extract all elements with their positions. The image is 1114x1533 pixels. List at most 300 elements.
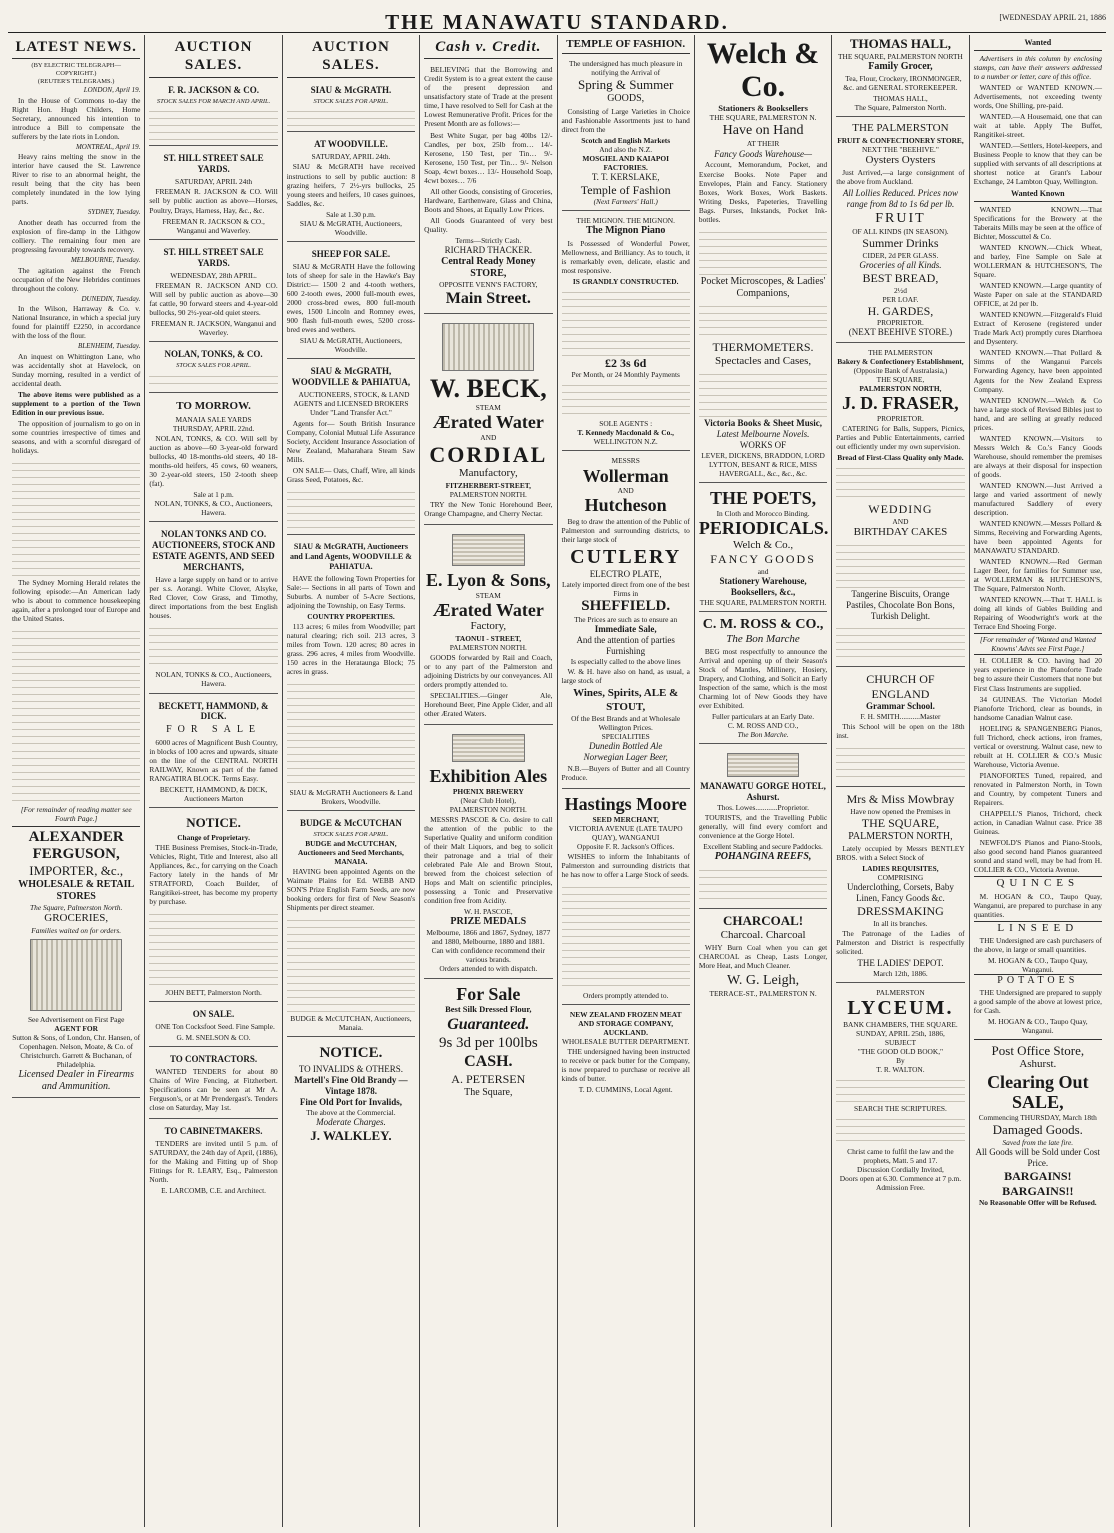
ad-body: THE undersigned having been instructed to receive or pack butter for the Company, is now prepared to purchase or receive all kinds of butter.	[561, 1047, 690, 1084]
ad-signature: M. HOGAN & CO., Taupo Quay, Wanganui.	[987, 956, 1088, 975]
ad-body: Beg to draw the attention of the Public of Palmerston and surrounding districts, to their large stock of	[561, 516, 690, 544]
ad-body: Tea, Flour, Crockery, IRONMONGER, &c. and GENERAL STOREKEEPER.	[843, 74, 962, 93]
sole-agents: SOLE AGENTS :	[599, 419, 653, 429]
particulars: Fuller particulars at an Early Date.	[711, 712, 815, 722]
at-their: AT THEIR	[746, 139, 780, 149]
stabling: Excellent Stabling and secure Paddocks.	[703, 842, 823, 852]
column-1	[8, 35, 145, 1527]
lyon-street: TAONUI - STREET,	[455, 633, 522, 643]
welch-sub: Stationers & Booksellers	[718, 103, 808, 113]
news-paragraph: Heavy rains melting the snow in the interior have caused the St. Lawrence River to rise to an abnormal height, the result being that the city has been completely inundated in the low lying parts.	[12, 152, 141, 207]
lyon-factory: Factory,	[470, 620, 507, 633]
supplement-note: The above items were published as a supplement to a portion of the Town Edition in our previous issue.	[12, 390, 141, 418]
lager-beer: Norwegian Lager Beer,	[583, 752, 668, 763]
exhibition-ales: Exhibition Ales	[429, 766, 548, 787]
property-list: 113 acres; 6 miles from Woodville; part natural clearing; rich soil. 213 acres, 3 miles from Town. 120 acres; 80 acres in grass. 296 acres, 4 miles from Woodville. 150 acres in the Herataunga Block; 75 acres in grass.	[286, 621, 416, 676]
ad-body: MESSRS PASCOE & Co. desire to call the attention of the public to the Superlative Quality and uniform condition of their Malt Liquors, and beg to solicit their patronage and a trial of their celebrated Pale Ale and Brown Stout, brewed from the choicest selection of Hops and Malt on scientific principles, possessing a Tonic and Preservative condition free from Acidity.	[424, 814, 553, 906]
bakery-opposite: (Opposite Bank of Australasia,)	[853, 366, 948, 376]
for-sale-title: For Sale	[456, 983, 521, 1004]
hogan-item: THE Undersigned are prepared to supply a good sample of the above at lowest price, for Cash.	[973, 988, 1102, 1016]
town-label: PALMERSTON NORTH,	[848, 830, 953, 842]
thermometers: THERMOMETERS.	[712, 340, 814, 355]
fulfil-line: Christ came to fulfil the law and the prophets, Matt. 5 and 17.	[847, 1147, 954, 1166]
ad-body: 6000 acres of Magnificent Bush Country, in blocks of 100 acres and upwards, situate on the line of the CENTRAL NORTH RAILWAY, Known as part of the famed RANGATIRA BLOCK. Terms Easy.	[149, 737, 278, 783]
invalids-notice-ad	[287, 1040, 415, 1148]
lately-line: Lately occupied by Messrs BENTLEY BROS. with a Select Stock of	[836, 843, 965, 862]
mignon-price: £2 3s 6d	[605, 355, 647, 370]
terms-line: Terms—Strictly Cash.	[455, 235, 522, 245]
collier-item: HOELING & SPANGENBERG Pianos, full Trichord, check actions, iron frames, vertical or overstrung. Walnut case, new to rebuilt at H. COLLIER & CO.'s Music Warehouse, Victoria Avenue.	[973, 723, 1102, 769]
wanted-item: WANTED KNOWN.—Large quantity of Waste Paper on sale at the STANDARD OFFICE, at 2d per lb.	[973, 281, 1102, 309]
refused-line: No Reasonable Offer will be Refused.	[978, 1198, 1097, 1208]
ad-subtitle: TO INVALIDS & OTHERS.	[298, 1064, 404, 1075]
text-block	[562, 286, 690, 356]
ad-sale-time: Sale at 1.30 p.m.	[326, 209, 376, 219]
beck-town: PALMERSTON NORTH.	[449, 489, 527, 499]
ad-body: AUCTIONEERS, STOCK, & LAND AGENTS and LICENSED BROKERS Under "Land Transfer Act."	[293, 389, 410, 418]
by-label: By	[896, 1055, 905, 1065]
ad-body: All other Goods, consisting of Groceries, Hardware, Earthenware, Glass and China, Boots and Shoes, at Equally Low Prices.	[424, 186, 553, 214]
ad-body: Consisting of Large Varieties in Choice and Fashionable Assortments just to hand direct from the	[561, 106, 690, 134]
electro-plate: ELECTRO PLATE,	[589, 569, 662, 580]
ad-body: Have a large supply on hand or to arrive per s.s. Aorangi. White Clover, Alsyke, Red Clover, Cow Grass, and Timothy, direct importations from the best English houses.	[149, 575, 278, 621]
temple-name: Temple of Fashion	[580, 182, 671, 197]
wanted-note: Advertisers in this column by enclosing stamps, can have their answers addressed to a number or letter, care of this office.	[973, 53, 1102, 81]
bakery-title: Bakery & Confectionery Establishment,	[837, 357, 964, 367]
charcoal-sub: Charcoal. Charcoal	[720, 928, 806, 941]
ross-ad	[699, 615, 827, 745]
news-paragraph: In the House of Commons to-day the Right Hon. Hugh Childers, Home Secretary, announced his intention to introduce a Bill to compensate the sufferers by the late riots in London.	[12, 95, 141, 141]
ad-signature: SIAU & McGRATH Auctioneers & Land Brokers, Woodville.	[289, 787, 413, 806]
ad-signature: RICHARD THACKER.	[444, 244, 532, 255]
ad-title: SHEEP FOR SALE.	[311, 248, 391, 259]
summer-drinks: Summer Drinks	[862, 236, 939, 251]
budge-ad	[287, 814, 415, 1037]
lyon-ad	[424, 528, 552, 725]
ad-subtitle: Change of Proprietary.	[177, 832, 250, 842]
text-block	[836, 1074, 964, 1104]
square-label: THE SQUARE,	[876, 375, 925, 385]
ad-date: THURSDAY, APRIL 22nd.	[172, 424, 255, 434]
ad-title: BECKETT, HAMMOND, & DICK.	[158, 700, 269, 722]
text-block	[699, 300, 827, 340]
street-name: Main Street.	[445, 290, 531, 308]
wanted-item: WANTED KNOWN.—That T. HALL is doing all kinds of Gables Building and Repairing of Woodwright's work at the Terrace End Shoeing Forge.	[973, 595, 1102, 632]
column-6	[695, 35, 832, 1527]
phoenix-brewery-ad	[424, 728, 552, 978]
ad-body: Just Arrived,—a large consignment of the above from Auckland.	[836, 168, 965, 187]
ad-title: TO CONTRACTORS.	[169, 1054, 258, 1065]
ad-intro: The undersigned has much pleasure in notifying the Arrival of	[568, 59, 683, 78]
remainder-note: [For remainder of reading matter see Fourth Page.]	[12, 805, 140, 826]
ladies-depot: THE LADIES' DEPOT.	[857, 957, 944, 968]
brands-line: Of the Best Brands and at Wholesale Wellington Prices.	[571, 714, 681, 733]
wanted-heading: Wanted	[974, 37, 1102, 51]
price-list: Best White Sugar, per bag 40lbs 12/- Candles, per box, 25lb from… 14/- Kerosene, 150 Test, per Tin… 9/- Kerosene, 150 Test, per Tin… 9/- Nelson Soap, 4cwt boxes… 13/- Household Soap, 4cwt boxes… 7/6	[424, 130, 553, 185]
ad-signature: SIAU & McGRATH, Auctioneers, Woodville.	[299, 218, 402, 237]
saved-line: Saved from the late fire.	[1002, 1138, 1074, 1148]
news-paragraph: Another death has occurred from the explosion of fire-damp in the Lithgow colliery. The remaining four men are progressing favourably towards recovery.	[12, 218, 141, 255]
square-label: THE SQUARE,	[861, 816, 940, 831]
brewery-orders: Orders attended to with dispatch.	[439, 964, 538, 974]
ad-body: All Goods Guaranteed of very best Quality.	[424, 215, 553, 234]
proprietor-label: PROPRIETOR.	[876, 414, 924, 424]
mowbray-ad	[836, 790, 964, 982]
anvil-engraving	[30, 939, 122, 1011]
lecture-title: "THE GOOD OLD BOOK,"	[857, 1046, 944, 1056]
ad-signature: C. M. ROSS AND CO.,	[727, 721, 799, 731]
cash-label: CASH.	[464, 1053, 513, 1071]
prices-line: The Prices are such as to ensure an	[574, 615, 678, 625]
news-paragraph: In the Wilson, Harraway & Co. v. National Insurance, in which a special jury found for plaintiff £2250, in accordance with the loss of the flour.	[12, 304, 141, 341]
poets-title: THE POETS,	[710, 488, 817, 509]
immediate-sale: Immediate Sale,	[594, 624, 657, 635]
direct-line: Lately imported direct from one of the best Firms in	[561, 579, 690, 599]
ferguson-trade: WHOLESALE & RETAIL STORES	[18, 878, 135, 903]
post-office-store: Post Office Store,	[991, 1042, 1085, 1058]
hogan-item: M. HOGAN & CO., Taupo Quay, Wanganui, are prepared to purchase in any quantities.	[973, 891, 1102, 919]
ad-title: BUDGE & McCUTCHAN	[299, 817, 402, 828]
authors-list: LEVER, DICKENS, BRADDON, LORD LYTTON, BESANT & RICE, MISS HAVERGALL, &c., &c., &c.	[701, 451, 825, 479]
quinces-title: QUINCES	[974, 876, 1102, 890]
wedding-label: WEDDING	[868, 502, 933, 517]
wanted-item: WANTED or WANTED KNOWN.—Advertisements, not exceeding twenty words, One Shilling, pre-paid.	[973, 82, 1102, 110]
pohangina-reefs: POHANGINA REEFS,	[714, 851, 812, 863]
beck-ad	[424, 317, 552, 525]
beck-address: FITZHERBERT-STREET,	[445, 480, 531, 490]
dateline: DUNEDIN, Tuesday.	[81, 294, 141, 303]
ad-title: NOTICE.	[186, 814, 241, 830]
beckett-ad	[149, 697, 277, 808]
ad-subtitle: STOCK SALES FOR APRIL.	[313, 97, 389, 105]
ad-body: NOLAN, TONKS, & CO. Will sell by auction as above—60 3-year-old forward bullocks, 40 18-months-old steers, 40 18-months-old heifers, 45 cows, 60 weaners, 30 2-year-old steers, 150 2-tooth sheep (fat).	[149, 434, 278, 489]
text-block	[12, 457, 140, 577]
petersen-address: The Square,	[464, 1086, 513, 1098]
jackson-stock-ad	[149, 81, 277, 147]
lyon-aerated: Ærated Water	[432, 599, 544, 620]
mignon-construction: IS GRANDLY CONSTRUCTED.	[572, 276, 679, 286]
ad-subtitle: MANAIA SALE YARDS	[175, 415, 252, 425]
column-4	[420, 35, 557, 1527]
issue-date: [WEDNESDAY APRIL 21, 1886	[999, 13, 1106, 22]
text-block	[149, 908, 277, 988]
column-3	[283, 35, 420, 1527]
text-block	[287, 105, 415, 127]
store-title: FRUIT & CONFECTIONERY STORE,	[837, 135, 964, 145]
welch-title: Welch & Co.	[706, 37, 820, 103]
ad-title: SIAU & McGRATH, Auctioneers and Land Agents, WOODVILLE & PAHIATUA.	[289, 542, 412, 571]
bargains-line: BARGAINS! BARGAINS!!	[1002, 1169, 1074, 1198]
agent-town: WELLINGTON N.Z.	[593, 437, 658, 447]
text-block	[836, 539, 964, 589]
butter-dept: WHOLESALE BUTTER DEPARTMENT.	[561, 1037, 690, 1047]
auction-sales-heading: AUCTION SALES.	[149, 37, 277, 78]
ferguson-agent: AGENT FOR	[54, 1023, 98, 1033]
siau-properties-ad	[287, 538, 415, 811]
news-paragraph: An inquest on Whittington Lane, who was accidentally shot at Havelock, on Sunday morning, resulted in a verdict of accidental death.	[12, 351, 141, 389]
ad-title: SIAU & McGRATH, WOODVILLE & PAHIATUA,	[291, 366, 411, 387]
fancy-goods: FANCY GOODS	[710, 551, 816, 566]
ad-signature: SIAU & McGRATH, Auctioneers, Woodville.	[299, 335, 402, 354]
mosgiel-line: MOSGIEL AND KAIAPOI FACTORIES.	[582, 153, 670, 172]
lyon-town: PALMERSTON NORTH.	[449, 642, 527, 652]
best-bread: BEST BREAD,	[862, 270, 939, 285]
hotel-name: MANAWATU GORGE HOTEL, Ashurst.	[700, 781, 826, 803]
pocket-line: Pocket Microscopes, & Ladies' Companions,	[700, 275, 826, 299]
ad-title: ST. HILL STREET SALE YARDS.	[163, 246, 264, 268]
ad-body: W. & H. have also on hand, as usual, a large stock of	[561, 667, 690, 686]
wanted-item: WANTED KNOWN.—Red German Lager Beer, for families for Summer use, at WOLLERMAN & HUTCHESON'S, The Square, Palmerston North.	[973, 557, 1102, 594]
and-label: AND	[617, 486, 634, 496]
st-hill-sale-ad	[149, 149, 277, 239]
welch-address-2: THE SQUARE, PALMERSTON NORTH.	[699, 597, 827, 607]
beck-steam: STEAM	[475, 403, 501, 413]
factory-engraving	[442, 323, 534, 371]
ferguson-ad	[12, 827, 140, 1099]
ad-signature: W. H. PASCOE,	[464, 907, 513, 917]
church-title: CHURCH OF ENGLAND	[866, 672, 935, 701]
ad-body: HAVING been appointed Agents on the Waimate Plains for Ed. WEBB AND SON'S Prize English Farm Seeds, are now booking orders for first of New Season's Shipments per direct steamer.	[286, 866, 416, 913]
wanted-item: WANTED KNOWN.—That Specifications for the Brewery at the Taberaits Mills may be seen at the office of Bichter, Mosscuttel & Co.	[973, 204, 1102, 242]
charcoal-title: CHARCOAL!	[722, 912, 804, 928]
lyceum-ad	[836, 986, 964, 1196]
beck-aerated: Ærated Water	[432, 412, 544, 433]
store-location: OPPOSITE VENN'S FACTORY,	[439, 280, 538, 290]
beck-manufactory: Manufactory,	[458, 467, 518, 480]
doors-line: Doors open at 6.30. Commence at 7 p.m. Admission Free.	[839, 1174, 962, 1193]
ad-signature: J. WALKLEY.	[310, 1128, 392, 1144]
lyceum-date: SUNDAY, APRIL 25th, 1886,	[856, 1028, 945, 1038]
hotel-proprietor: Thos. Lowes............Proprietor.	[717, 803, 809, 813]
ad-signature: FREEMAN R. JACKSON, Wanganui and Waverley.	[151, 318, 277, 337]
wanted-item: WANTED KNOWN.—Fitzgerald's Fluid Extract of Kerosene (registered under Trade Mark Act) promptly cures Diarrhoea and Dysentery.	[973, 310, 1102, 347]
ad-signature: F. H. SMITH...........Master	[860, 712, 941, 722]
cutlery-label: CUTLERY	[570, 546, 682, 569]
ferguson-see: See Advertisement on First Page	[27, 1014, 125, 1024]
beehive-line-2: (NEXT BEEHIVE STORE.)	[848, 327, 953, 338]
ad-agents: Agents for— South British Insurance Company, Colonial Mutual Life Assurance Society, Accident Insurance Association of New Zealand, Maharahara Steam Saw Mills.	[286, 419, 416, 465]
and-label: and	[757, 566, 769, 576]
to-morrow-ad	[149, 396, 277, 523]
welch-address: THE SQUARE, PALMERSTON N.	[709, 113, 817, 123]
ad-signature: W. G. Leigh,	[726, 973, 800, 989]
wanted-item: WANTED.—A Housemaid, one that can wait at table. Apply The Buffet, Rangitikei-street.	[973, 111, 1102, 139]
ross-name: C. M. ROSS & CO.,	[702, 616, 824, 632]
ad-title: TO MORROW.	[176, 399, 251, 412]
family-grocer: Family Grocer,	[868, 60, 933, 72]
latest-novels: Latest Melbourne Novels.	[716, 429, 810, 440]
ad-body: ONE Ton Cocksfoot Seed. Fine Sample.	[155, 1021, 275, 1031]
thacker-ad	[424, 62, 552, 313]
ad-body: SIAU & McGRATH have received instructions to sell by public auction: 8 grazing heifers, 7 2½-yrs bullocks, 25 young steers and heifers, 10 cases guinoes, Saddles, &c.	[286, 162, 416, 208]
welch-ad	[699, 35, 827, 483]
spring-summer: Spring & Summer	[578, 77, 674, 93]
ad-signature: G. M. SNELSON & CO.	[176, 1032, 251, 1042]
ad-body: This School will be open on the 18th inst.	[836, 722, 965, 741]
collier-item: NEWFOLD'S Pianos and Piano-Stools, also good second hand Pianos guaranteed sound and stand well, may be had from H. COLLIER & CO., Victoria Avenue.	[973, 838, 1102, 875]
masthead	[8, 8, 1106, 33]
ad-date: SATURDAY, APRIL 24th.	[311, 152, 391, 162]
ad-body: FREEMAN R. JACKSON AND CO. Will sell by public auction as above—30 fat cattle, 90 forward steers and 4-year-old bullocks, 90 2½-year-old quiet steers.	[149, 280, 278, 317]
ad-date: SATURDAY, APRIL 24th	[174, 177, 253, 187]
branches-line: In all its branches.	[873, 918, 928, 928]
eagle-engraving	[452, 734, 525, 762]
goods-list: Underclothing, Corsets, Baby Linen, Fancy Goods &c.	[846, 882, 954, 904]
search-scriptures: SEARCH THE SCRIPTURES.	[853, 1103, 947, 1113]
grammar-school: Grammar School.	[866, 701, 935, 712]
per-loaf: PER LOAF.	[882, 294, 919, 304]
text-block	[836, 622, 964, 662]
ad-body: THE Business Premises, Stock-in-Trade, Vehicles, Right, Title and Interest, also all Appliances, &c., for carrying on the Coach Factory lately in the hands of Mr STRATFORD, Coach Builder, of Rangitikei-street, has become my property by purchase.	[149, 842, 278, 906]
beehive-line: NEXT THE "BEEHIVE."	[861, 144, 939, 154]
brewery-town: PALMERSTON NORTH.	[449, 804, 527, 814]
ad-signature: Welch & Co.,	[732, 538, 794, 551]
flour-line: Best Silk Dressed Flour,	[445, 1004, 532, 1015]
column-7	[832, 35, 969, 1527]
ad-title: ST. HILL STREET SALE YARDS.	[163, 153, 264, 175]
reuters-note: (REUTER'S TELEGRAMS.)	[37, 78, 115, 86]
hastings-opposite: Opposite F. R. Jackson's Offices.	[577, 842, 675, 852]
linseed-title: LINSEED	[974, 921, 1102, 935]
text-block	[149, 622, 277, 670]
newspaper-title: THE MANAWATU STANDARD.	[385, 10, 729, 34]
brewery-confidence: Can with confidence recommend their various brands.	[431, 946, 545, 965]
contractors-ad	[149, 1050, 277, 1119]
ad-subtitle: STOCK SALES FOR APRIL.	[313, 830, 389, 838]
mowbray-name: Mrs & Miss Mowbray	[846, 792, 955, 807]
potatoes-title: POTATOES	[974, 974, 1102, 987]
groceries-line: Groceries of all Kinds.	[859, 259, 942, 270]
ad-signature: A. PETERSEN	[451, 1071, 526, 1086]
ad-body: TENDERS are invited until 5 p.m. of SATURDAY, the 24th day of April, (1886), for the Making and Fitting up of Shop Fittings for R. LEARY, Esq., Palmerston North.	[149, 1139, 278, 1185]
text-block	[836, 742, 964, 782]
lyon-steam: STEAM	[475, 590, 501, 600]
commercial-line: The above at the Commercial.	[306, 1108, 396, 1118]
seed-merchant: SEED MERCHANT,	[592, 814, 659, 824]
ad-title: TO CABINETMAKERS.	[164, 1126, 263, 1137]
clearing-sale-ad	[974, 1039, 1102, 1208]
lyceum-address: BANK CHAMBERS, THE SQUARE.	[843, 1019, 958, 1029]
beck-and: AND	[480, 433, 497, 443]
collier-item: 34 GUINEAS. The Victorian Model Pianoforte Trichord, clear as bounds, in handsome Canadian Walnut case.	[973, 694, 1102, 722]
auction-sales-heading: AUCTION SALES.	[287, 37, 415, 78]
ad-signature: T. Kennedy Macdonald & Co.,	[577, 428, 674, 438]
bread-price: 2½d	[893, 285, 907, 295]
ad-subtitle: STOCK SALES FOR APRIL.	[176, 361, 251, 369]
ad-body: SIAU & McGRATH Have the following lots of sheep for sale in the Hawke's Bay District:— 1500 2 and 4-tooth wethers, 600 2-tooth ewes, 2000 full-mouth ewes, 2000 cross-bred ewes, 800 full-mouth ewes, 1500 Lincoln and Romney ewes, 900 flash full-mouth ewes, 5200 cross-bred ewes and wethers.	[286, 261, 416, 334]
siau-agents-ad	[287, 362, 415, 535]
biscuits-line: Tangerine Biscuits, Orange Pastiles, Chocolate Bon Bons, Turkish Delight.	[846, 589, 955, 622]
hutcheson-name: Hutcheson	[584, 495, 667, 516]
stationery-warehouse: Stationery Warehouse, Booksellers, &c.,	[719, 575, 807, 597]
text-block	[287, 914, 415, 1014]
ferguson-agents: Sutton & Sons, of London, Chr. Hansen, of Copenhagen. Nelson, Moate, & Co. of Christchurch. Garrett & Buchanan, of Philadelphia.	[12, 1032, 141, 1069]
works-of: WORKS OF	[739, 440, 787, 451]
ad-date: WEDNESDAY, 28th APRIL.	[170, 270, 257, 280]
column-5	[558, 35, 695, 1527]
ad-signature: T. D. CUMMINS, Local Agent.	[578, 1085, 673, 1095]
ad-body: Have now opened the Premises in	[850, 807, 951, 817]
lollies-line: All Lollies Reduced. Prices now range from 8d to 1s 6d per lb.	[842, 188, 959, 210]
leigh-address: TERRACE-ST., PALMERSTON N.	[709, 989, 817, 999]
wanted-item: WANTED KNOWN.—Chick Wheat, and barley, Fine Sample on Sale at WOLLERMAN & HUTCHESON'S, The Square.	[973, 243, 1102, 280]
lyon-name: E. Lyon & Sons,	[426, 569, 551, 590]
ad-signature: H. GARDES,	[867, 303, 934, 318]
text-block	[562, 379, 690, 419]
markets-line: Scotch and English Markets	[581, 135, 671, 145]
ad-on-sale: ON SALE— Oats, Chaff, Wire, all kinds Grass Seed, Potatoes, &c.	[286, 466, 416, 485]
ad-body: TOURISTS, and the Travelling Public generally, will find every comfort and convenience at the Gorge Hotel.	[698, 813, 828, 841]
wollerman-name: Wollerman	[582, 465, 669, 486]
hastings-name: Hastings Moore	[564, 794, 687, 815]
temple-location: (Next Farmers' Hall.)	[593, 197, 658, 207]
speaker-name: T. R. WALTON.	[876, 1064, 925, 1074]
guaranteed: Guaranteed.	[447, 1015, 530, 1033]
ad-signature: E. LARCOMB, C.E. and Architect.	[161, 1186, 267, 1196]
wanted-item: WANTED KNOWN.—Just Arrived a large and varied assortment of newly manufactured Saddlery of every description.	[973, 480, 1102, 517]
wanted-known-heading: Wanted Known	[974, 188, 1102, 202]
ad-body: FREEMAN R. JACKSON & CO. Will sell by public auction as above—Horses, Poultry, Drays, Harness, Hay, &c., &c.	[149, 187, 278, 215]
bread-quality: Bread of First-Class Quality only Made.	[837, 453, 964, 463]
ashurst-label: Ashurst.	[1019, 1058, 1057, 1071]
company-name: NEW ZEALAND FROZEN MEAT AND STORAGE COMPANY, AUCKLAND.	[569, 1010, 682, 1038]
attention-line: Is especially called to the above lines	[570, 657, 681, 667]
poets-ad	[699, 486, 827, 611]
siau-stock-ad	[287, 81, 415, 133]
commencing-line: Commencing THURSDAY, March 18th	[978, 1113, 1097, 1123]
wanted-item: WANTED KNOWN.—Welch & Co have a large stock of Revised Bibles just to hand, and are selling at greatly reduced prices.	[973, 395, 1102, 432]
ad-signature: THOMAS HALL,	[873, 94, 928, 104]
oysters-line: Oysters Oysters	[865, 153, 936, 166]
spectacles: Spectacles and Cases,	[714, 354, 812, 367]
ad-body: WANTED TENDERS for about 80 Chains of Wire Fencing, at Fitzherbert. Specifications can be seen at Mr A. Ferguson's, or at Mr Prendergast's. Tenders close on Saturday, May 1st.	[149, 1066, 278, 1113]
charges-line: Moderate Charges.	[316, 1117, 386, 1128]
bon-marche: The Bon Marche	[726, 632, 800, 645]
wanted-item: WANTED.—Settlers, Hotel-keepers, and Business People to know that they can be supplied with servants of all descriptions at shortest notice at Grant's Labour Exchange, 24 Lambton Quay, Wellington.	[973, 141, 1102, 187]
cabinetmakers-ad	[149, 1122, 277, 1199]
news-paragraph: The Sydney Morning Herald relates the following episode:—An American lady who is about to commence housekeeping again, after a prolonged tour of Europe and the United States.	[12, 578, 141, 624]
sheep-sale-ad	[287, 245, 415, 359]
ladies-requisites: LADIES REQUISITES,	[862, 864, 939, 874]
collier-item: PIANOFORTES Tuned, repaired, and renovated in Palmerston North, in Town and Country, by competent Tuners and Repairers.	[973, 770, 1102, 807]
messrs-label: MESSRS	[611, 456, 640, 466]
text-block	[699, 864, 827, 904]
clearing-sale: Clearing Out SALE,	[987, 1071, 1089, 1113]
ad-body: Is Possessed of Wonderful Power, Mellowness, and Brilliancy. As to touch, it is remarkably even, delicate, elastic and most responsive.	[561, 238, 690, 275]
text-block	[699, 226, 827, 276]
st-hill-sale-ad-2	[149, 243, 277, 342]
grammar-school-ad	[836, 670, 964, 787]
fancy-warehouse: Fancy Goods Warehouse—	[714, 148, 812, 159]
nolan-stock-ad	[149, 345, 277, 393]
lyceum-title: LYCEUM.	[847, 996, 954, 1019]
beck-cordial: CORDIAL	[429, 442, 548, 468]
subject-label: SUBJECT	[884, 1037, 917, 1047]
ferguson-role: IMPORTER, &c.,	[29, 863, 124, 878]
ad-title: NOLAN, TONKS, & CO.	[164, 348, 263, 359]
text-block	[699, 368, 827, 418]
have-on-hand: Have on Hand	[722, 123, 804, 139]
beck-name: W. BECK,	[429, 373, 547, 403]
wanted-item: WANTED KNOWN.—Visitors to Messrs Welch & Co.'s Fancy Goods Warehouse, should remember the premises are always at their disposal for inspection of goods.	[973, 433, 1102, 479]
patronage-line: The Patronage of the Ladies of Palmerston and District is respectfully solicited.	[836, 928, 965, 956]
fruit-label: FRUIT	[875, 211, 926, 227]
dateline: MELBOURNE, Tuesday.	[70, 256, 141, 265]
notice-proprietary-ad	[149, 811, 277, 1002]
cider-line: CIDER, 2d PER GLASS.	[862, 250, 939, 260]
wanted-remainder: [For remainder of 'Wanted and Wanted Knowns' Advts see First Page.]	[974, 633, 1102, 655]
port-line: Fine Old Port for Invalids,	[299, 1097, 402, 1108]
